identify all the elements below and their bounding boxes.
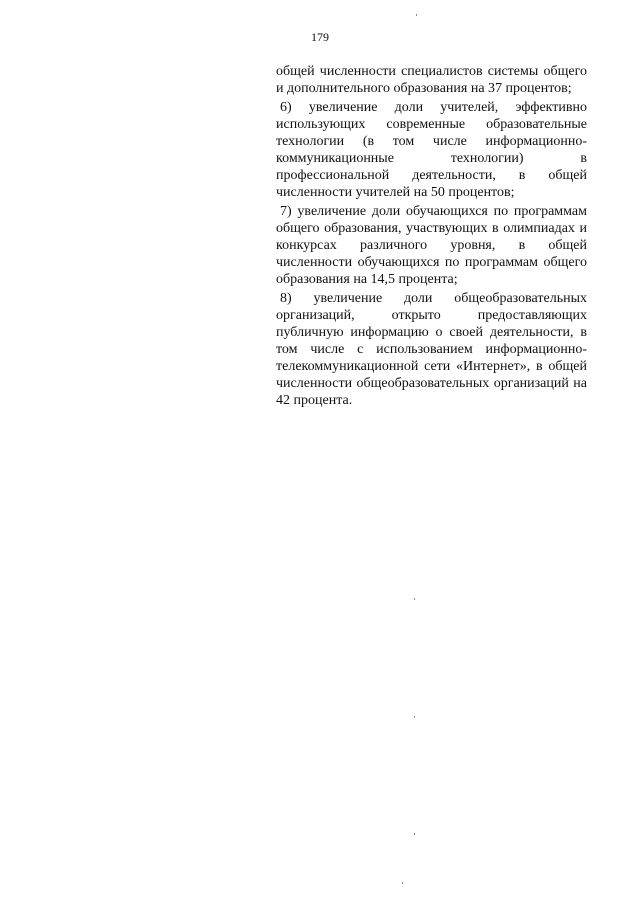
paragraph-continuation: общей численности специалистов системы общего и дополнительного образования на 37 процентов; bbox=[276, 64, 587, 96]
page-number: 179 bbox=[311, 30, 329, 44]
list-item-8: 8) увеличение доли общеобразовательных организаций, открыто предоставляющих публичную информацию о своей деятельности, в том числе с использованием информационно-телекоммуникационной сети «Интернет», в общей численности общеобразовательных организаций на 42 процента. bbox=[276, 291, 587, 408]
list-item-7: 7) увеличение доли обучающихся по программам общего образования, участвующих в олимпиадах и конкурсах различного уровня, в общей численности обучающихся по программам общего образования на 14,5 процента; bbox=[276, 204, 587, 287]
scan-speck bbox=[414, 716, 415, 718]
scan-speck bbox=[414, 598, 415, 600]
scan-speck bbox=[414, 833, 415, 835]
scan-speck bbox=[416, 14, 417, 16]
text-column bbox=[276, 63, 587, 411]
scan-speck bbox=[402, 882, 403, 884]
list-item-6: 6) увеличение доли учителей, эффективно использующих современные образовательные технологии (в том числе информационно-коммуникационные технологии) в профессиональной деятельности, в общей численности учителей на 50 процентов; bbox=[276, 100, 587, 200]
